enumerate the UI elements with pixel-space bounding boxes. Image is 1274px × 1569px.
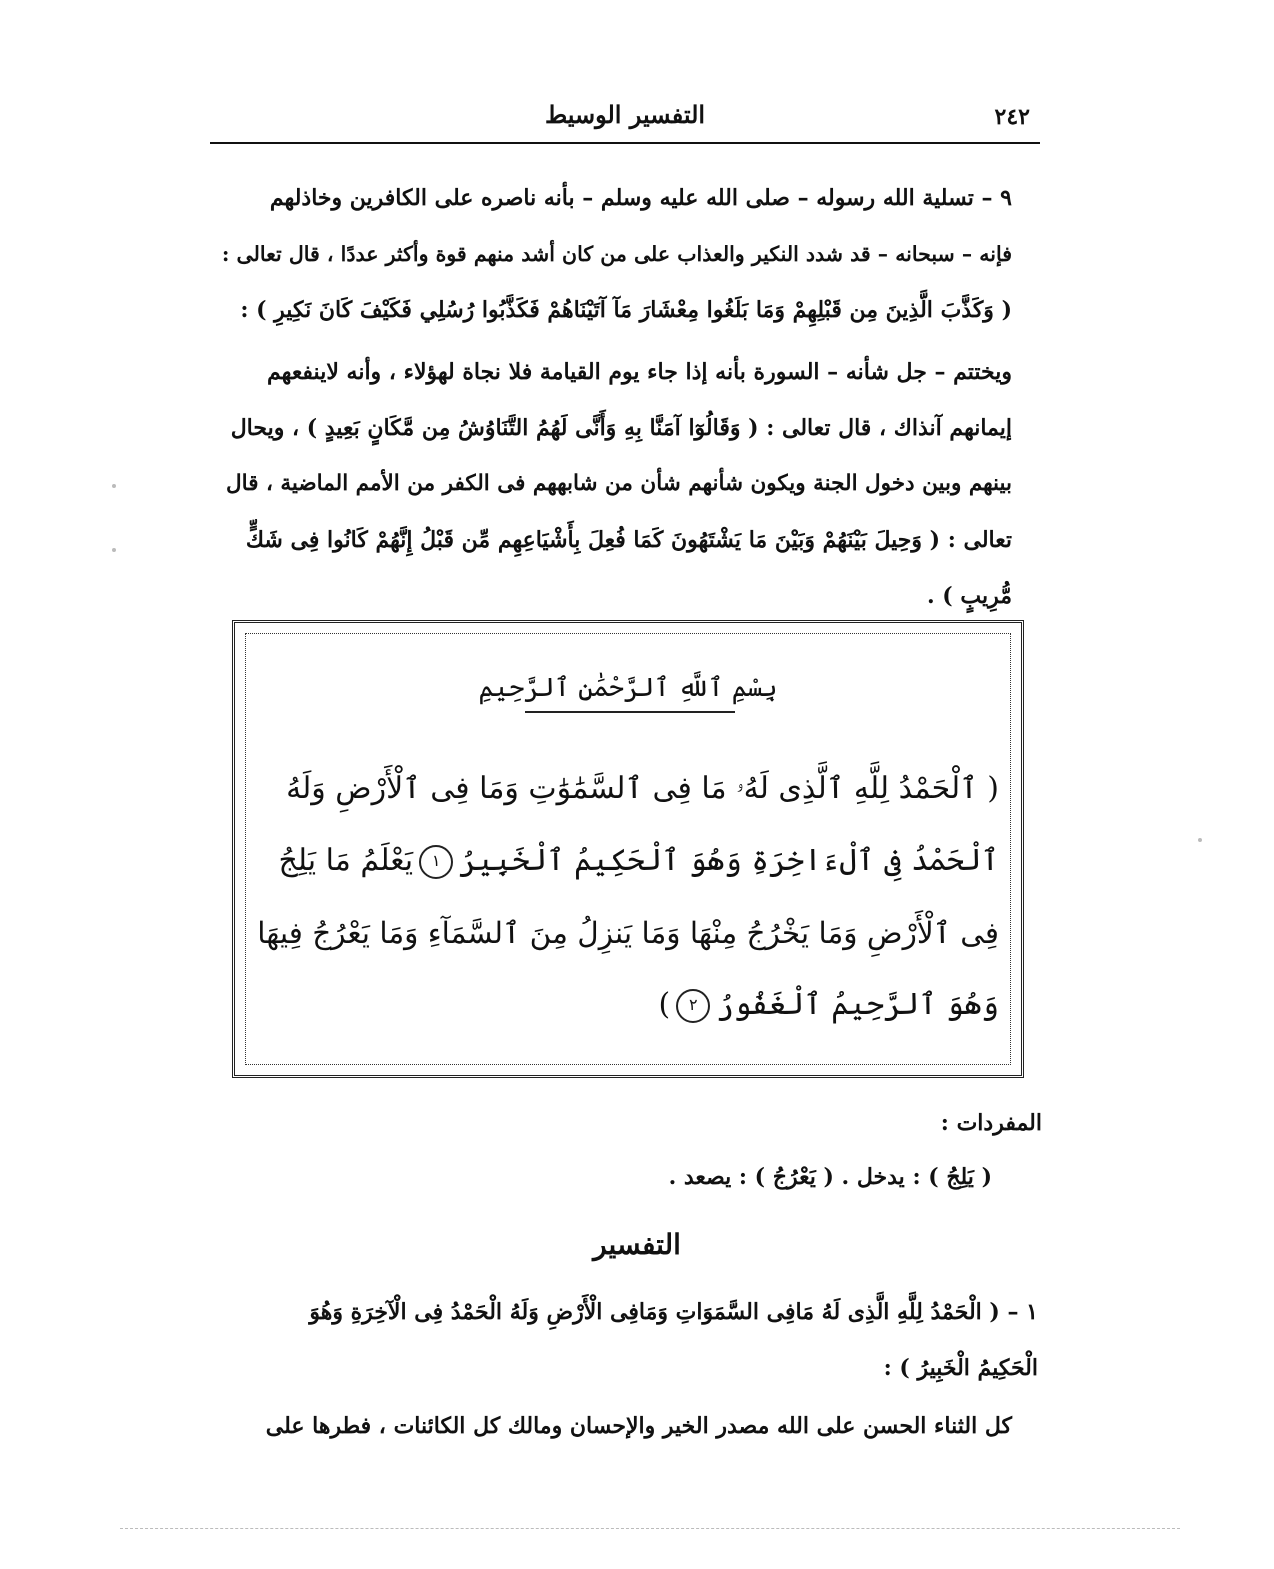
quran-verse-frame: [232, 620, 1024, 1078]
paragraph-consolation: [215, 170, 1012, 338]
verse-line: [255, 753, 999, 825]
text-line: فإنه – سبحانه – قد شدد النكير والعذاب على من كان أشد منهم قوة وأكثر عددًا ، قال تعالى :: [221, 242, 1012, 266]
header-rule: [210, 142, 1040, 144]
text-line: بينهم وبين دخول الجنة ويكون شأنهم شأن من شابههم فى الكفر من الأمم الماضية ، قال: [226, 471, 1012, 496]
text-line: مُّرِيبٍ ) .: [926, 583, 1012, 609]
text-line: ٩ – تسلية الله رسوله – صلى الله عليه وسلم – بأنه ناصره على الكافرين وخاذلهم: [269, 185, 1012, 211]
vocabulary-line: ( يَلِجُ ) : يدخل . ( يَعْرُجُ ) : يصعد .: [668, 1164, 992, 1190]
verse-line: [255, 969, 999, 1041]
verse-text: وَهُوَ ٱلرَّحِيمُ ٱلْغَفُورُ: [716, 987, 999, 1022]
vocabulary-heading: المفردات :: [940, 1110, 1042, 1136]
paragraph-conclusion: [215, 344, 1012, 624]
text-line: تعالى : ( وَحِيلَ بَيْنَهُمْ وَبَيْنَ مَا يَشْتَهُونَ كَمَا فُعِلَ بِأَشْيَاعِهِم مِّن قَبْلُ إِنَّهُمْ كَانُوا فِى شَكٍّ: [245, 527, 1012, 553]
page-header: [210, 98, 1040, 142]
verse-text: ٱلْحَمْدُ فِى ٱلْءَاخِرَةِ وَهُوَ ٱلْحَكِيمُ ٱلْخَبِيرُ: [459, 843, 999, 878]
verse-text: فِى ٱلْأَرْضِ وَمَا يَخْرُجُ مِنْهَا وَمَا يَنزِلُ مِنَ ٱلسَّمَآءِ وَمَا يَعْرُجُ فِيهَا: [257, 916, 999, 950]
quran-verses: [255, 753, 999, 1041]
tafsir-heading: التفسير: [593, 1228, 681, 1261]
tafsir-verse: [228, 1284, 1038, 1396]
text-line: ( وَكَذَّبَ الَّذِينَ مِن قَبْلِهِمْ وَمَا بَلَغُوا مِعْشَارَ مَآ آتَيْنَاهُمْ فَكَذَّبُوا رُسُلِي فَكَيْفَ كَانَ نَكِيرِ ) :: [240, 297, 1012, 323]
text-line: ١ – ( الْحَمْدُ لِلَّهِ الَّذِى لَهُ مَافِى السَّمَوَاتِ وَمَافِى الْأَرْضِ وَلَهُ الْحَمْدُ فِى الْآخِرَةِ وَهُوَ: [309, 1299, 1038, 1325]
verse-text: ( ٱلْحَمْدُ لِلَّهِ ٱلَّذِى لَهُۥ مَا فِى ٱلسَّمَٰوَٰتِ وَمَا فِى ٱلْأَرْضِ وَلَهُ: [286, 771, 999, 806]
scan-artifact-dot: [112, 484, 116, 488]
ayah-number-marker: ١: [419, 845, 453, 879]
scan-artifact-line: [120, 1528, 1180, 1529]
text-line: الْحَكِيمُ الْخَبِيرُ ) :: [883, 1355, 1038, 1381]
book-title: التفسير الوسيط: [544, 100, 706, 129]
ayah-number-marker: ٢: [676, 989, 710, 1023]
scan-artifact-dot: [112, 548, 116, 552]
text-line: ويختتم – جل شأنه – السورة بأنه إذا جاء يوم القيامة فلا نجاة لهؤلاء ، وأنه لاينفعهم: [267, 359, 1012, 385]
verse-line: [255, 897, 999, 969]
text-line: كل الثناء الحسن على الله مصدر الخير والإحسان ومالك كل الكائنات ، فطرها على: [265, 1413, 1012, 1439]
tafsir-body: [212, 1398, 1012, 1454]
page-number: ٢٤٢: [994, 104, 1030, 130]
verse-line: [255, 825, 999, 897]
basmala: بِسْمِ ٱللَّهِ ٱلرَّحْمَٰنِ ٱلرَّحِيمِ: [478, 673, 778, 703]
verse-text: يَعْلَمُ مَا يَلِجُ: [278, 843, 414, 878]
text-line: إيمانهم آنذاك ، قال تعالى : ( وَقَالُوٓا آمَنَّا بِهِ وَأَنَّى لَهُمُ التَّنَاوُشُ مِن مَّكَانٍ بَعِيدٍ ) ، ويحال: [230, 415, 1012, 441]
basmala-stroke: [525, 711, 735, 713]
scan-artifact-dot: [1198, 838, 1202, 842]
verse-text: ): [658, 987, 671, 1022]
